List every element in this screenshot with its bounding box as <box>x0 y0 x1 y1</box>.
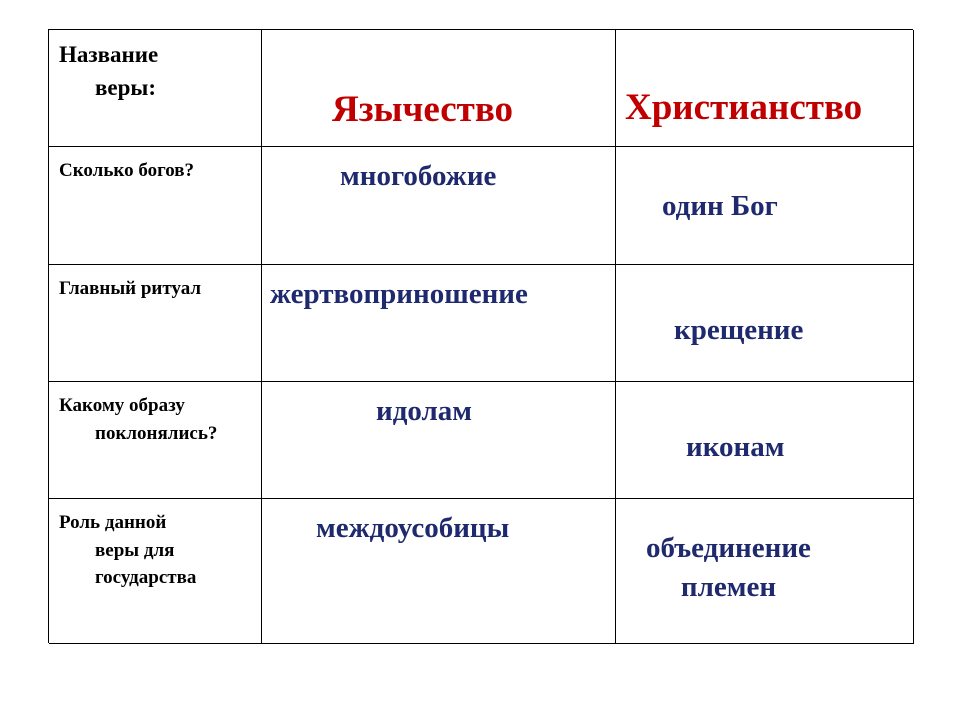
row-label-line: Роль данной <box>59 512 167 533</box>
value-line: объединение <box>646 532 811 564</box>
column-heading-paganism: Язычество <box>332 89 514 130</box>
christianity-value <box>686 428 785 467</box>
value-line: жертвоприношение <box>270 278 528 310</box>
value-line: идолам <box>376 395 473 427</box>
header-label-cell <box>49 30 262 147</box>
row-label-cell <box>49 147 262 265</box>
row-label-line: Сколько богов? <box>59 160 195 181</box>
row-label <box>59 392 217 447</box>
header-cell-paganism <box>262 30 616 147</box>
row-label-line: веры для <box>95 539 175 561</box>
christianity-value <box>662 187 778 226</box>
header-cell-christianity <box>616 30 914 147</box>
paganism-value-cell <box>262 499 616 644</box>
row-label <box>59 275 201 303</box>
paganism-value <box>376 392 472 431</box>
row-label <box>59 157 194 185</box>
value-line: крещение <box>674 314 804 346</box>
value-line: один Бог <box>662 190 778 222</box>
paganism-value <box>316 509 509 548</box>
value-line: племен <box>680 571 777 604</box>
value-line: междоусобицы <box>316 512 510 544</box>
header-label-line: Название <box>59 42 159 67</box>
christianity-value <box>646 529 811 607</box>
row-label-cell <box>49 499 262 644</box>
paganism-value <box>340 157 496 196</box>
row-label-line: Главный ритуал <box>59 278 202 299</box>
row-label-line: Какому образу <box>59 395 185 416</box>
row-label-line: государства <box>95 567 197 589</box>
paganism-value <box>270 275 528 314</box>
paganism-value-cell <box>262 147 616 265</box>
christianity-value-cell <box>616 499 914 644</box>
row-label-cell <box>49 382 262 499</box>
christianity-value-cell <box>616 382 914 499</box>
row-label-line: поклонялись? <box>95 422 218 444</box>
header-label <box>59 38 158 105</box>
value-line: многобожие <box>340 160 497 192</box>
paganism-value-cell <box>262 265 616 382</box>
christianity-value <box>674 311 803 350</box>
row-label-cell <box>49 265 262 382</box>
christianity-value-cell <box>616 147 914 265</box>
header-label-line: веры: <box>95 75 157 101</box>
paganism-value-cell <box>262 382 616 499</box>
column-heading-christianity: Христианство <box>625 87 863 128</box>
comparison-table <box>48 29 913 643</box>
row-label <box>59 509 196 592</box>
value-line: иконам <box>686 431 785 463</box>
christianity-value-cell <box>616 265 914 382</box>
